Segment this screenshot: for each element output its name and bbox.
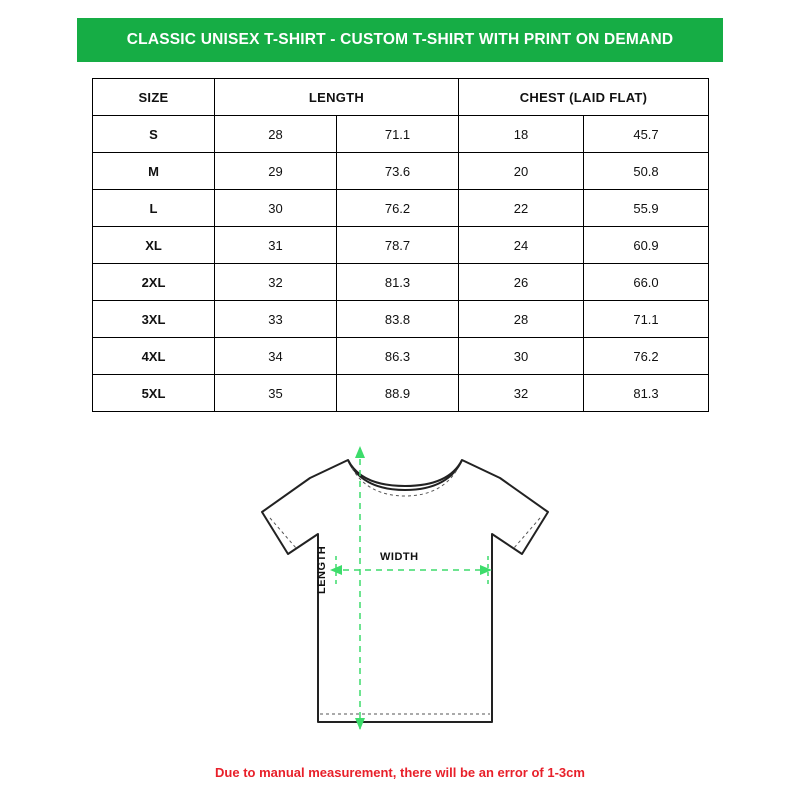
table-row [93, 375, 709, 412]
cell-size: 5XL [93, 375, 215, 412]
page-title: CLASSIC UNISEX T-SHIRT - CUSTOM T-SHIRT WITH PRINT ON DEMAND [126, 31, 674, 48]
cell-chest-cm: 60.9 [584, 227, 709, 264]
cell-chest-cm: 66.0 [584, 264, 709, 301]
table-row [93, 153, 709, 190]
table-row [93, 116, 709, 153]
cell-chest-cm: 55.9 [584, 190, 709, 227]
size-chart-table [92, 78, 709, 412]
cell-length-cm: 81.3 [337, 264, 459, 301]
cell-chest-cm: 50.8 [584, 153, 709, 190]
table-row [93, 264, 709, 301]
cell-chest-in: 32 [459, 375, 584, 412]
cell-length-in: 30 [215, 190, 337, 227]
cell-size: XL [93, 227, 215, 264]
cell-size: M [93, 153, 215, 190]
cell-length-in: 29 [215, 153, 337, 190]
header-chest: CHEST (LAID FLAT) [459, 79, 709, 116]
cell-length-in: 35 [215, 375, 337, 412]
length-label: LENGTH [316, 545, 328, 594]
table-row [93, 227, 709, 264]
cell-chest-cm: 71.1 [584, 301, 709, 338]
cell-length-in: 34 [215, 338, 337, 375]
cell-length-cm: 88.9 [337, 375, 459, 412]
cell-length-in: 31 [215, 227, 337, 264]
footer-note: Due to manual measurement, there will be an error of 1-3cm [215, 765, 585, 780]
table-row [93, 301, 709, 338]
cell-length-in: 32 [215, 264, 337, 301]
header-banner [77, 18, 723, 62]
cell-chest-in: 26 [459, 264, 584, 301]
table-row [93, 190, 709, 227]
cell-length-in: 28 [215, 116, 337, 153]
header-length: LENGTH [215, 79, 459, 116]
cell-chest-in: 20 [459, 153, 584, 190]
cell-chest-in: 22 [459, 190, 584, 227]
tshirt-icon [240, 430, 570, 740]
cell-length-in: 33 [215, 301, 337, 338]
cell-length-cm: 86.3 [337, 338, 459, 375]
cell-chest-cm: 76.2 [584, 338, 709, 375]
cell-chest-in: 24 [459, 227, 584, 264]
cell-chest-cm: 45.7 [584, 116, 709, 153]
table-header-row [93, 79, 709, 116]
header-size: SIZE [93, 79, 215, 116]
measurement-diagram [240, 430, 570, 740]
cell-length-cm: 73.6 [337, 153, 459, 190]
cell-size: 4XL [93, 338, 215, 375]
cell-chest-in: 28 [459, 301, 584, 338]
cell-length-cm: 71.1 [337, 116, 459, 153]
table-row [93, 338, 709, 375]
cell-size: S [93, 116, 215, 153]
cell-length-cm: 83.8 [337, 301, 459, 338]
cell-chest-cm: 81.3 [584, 375, 709, 412]
cell-size: 2XL [93, 264, 215, 301]
cell-length-cm: 76.2 [337, 190, 459, 227]
cell-chest-in: 30 [459, 338, 584, 375]
cell-length-cm: 78.7 [337, 227, 459, 264]
width-label: WIDTH [380, 551, 419, 563]
cell-size: L [93, 190, 215, 227]
cell-chest-in: 18 [459, 116, 584, 153]
cell-size: 3XL [93, 301, 215, 338]
